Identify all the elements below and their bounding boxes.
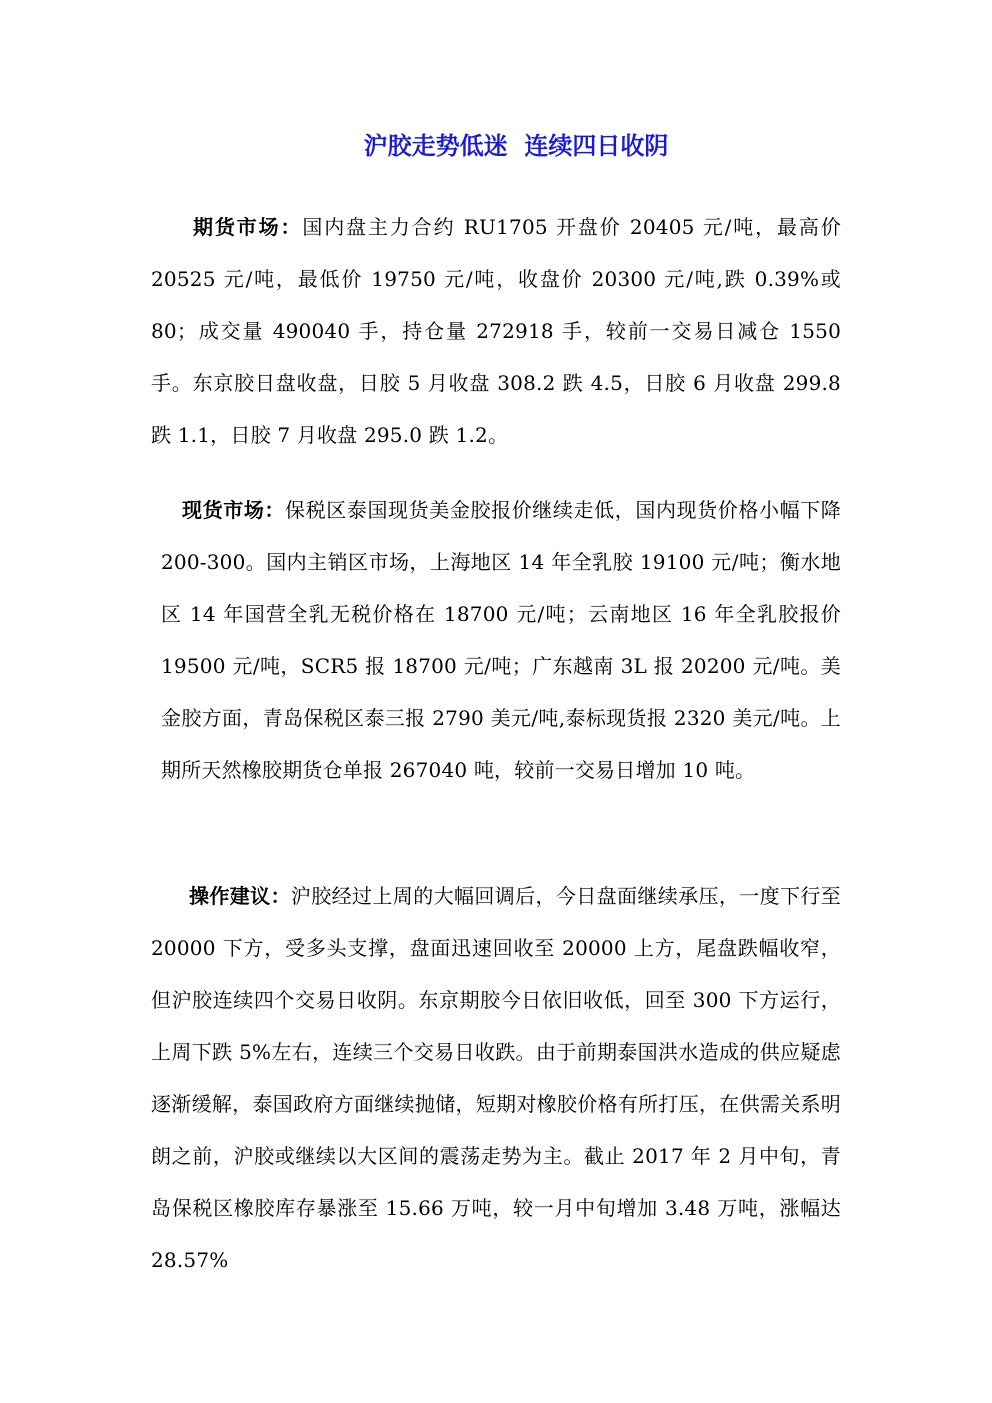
spot-market-label: 现货市场： xyxy=(182,498,286,522)
futures-market-paragraph xyxy=(151,201,841,461)
futures-market-text: 国内盘主力合约 RU1705 开盘价 20405 元/吨，最高价 20525 元/吨，最低价 19750 元/吨，收盘价 20300 元/吨,跌 0.39%或 80；成交量 490040 手，持仓量 272918 手，较前一交易日减仓 1550 手。东京胶日盘收盘，日胶 5 月收盘 308.2 跌 4.5，日胶 6 月收盘 299.8 跌 1.1，日胶 7 月收盘 295.0 跌 1.2。 xyxy=(151,215,841,447)
futures-market-label: 期货市场： xyxy=(193,215,303,239)
spot-market-text: 保税区泰国现货美金胶报价继续走低，国内现货价格小幅下降 200-300。国内主销区市场，上海地区 14 年全乳胶 19100 元/吨；衡水地区 14 年国营全乳无税价格在 18700 元/吨；云南地区 16 年全乳胶报价 19500 元/吨，SCR5 报 18700 元/吨；广东越南 3L 报 20200 元/吨。美金胶方面，青岛保税区泰三报 2790 美元/吨,泰标现货报 2320 美元/吨。上期所天然橡胶期货仓单报 267040 吨，较前一交易日增加 10 吨。 xyxy=(161,498,841,782)
operation-advice-text: 沪胶经过上周的大幅回调后，今日盘面继续承压，一度下行至 20000 下方，受多头支撑，盘面迅速回收至 20000 上方，尾盘跌幅收窄，但沪胶连续四个交易日收阴。东京期胶今日依旧收低，回至 300 下方运行，上周下跌 5%左右，连续三个交易日收跌。由于前期泰国洪水造成的供应疑虑逐渐缓解，泰国政府方面继续抛储，短期对橡胶价格有所打压，在供需关系明朗之前，沪胶或继续以大区间的震荡走势为主。截止 2017 年 2 月中旬，青岛保税区橡胶库存暴涨至 15.66 万吨，较一月中旬增加 3.48 万吨，涨幅达 28.57% xyxy=(151,884,841,1272)
operation-advice-paragraph xyxy=(151,870,841,1286)
spot-market-paragraph xyxy=(161,484,841,796)
document-title: 沪胶走势低迷 连续四日收阴 xyxy=(363,132,669,160)
operation-advice-label: 操作建议： xyxy=(189,884,291,908)
